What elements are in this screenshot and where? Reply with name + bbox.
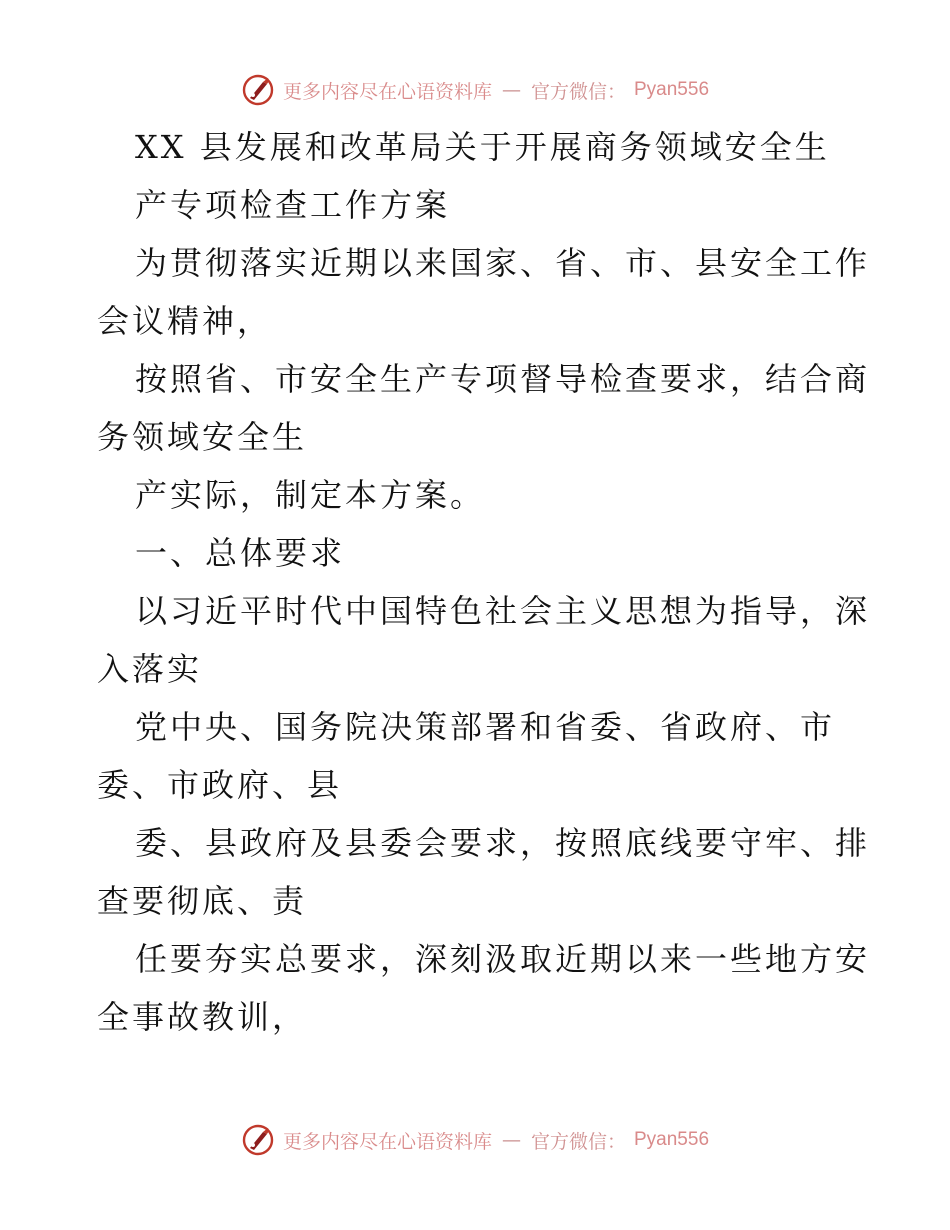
watermark-label: 官方微信：: [530, 1130, 626, 1153]
watermark-banner-top: [0, 70, 950, 110]
doc-line: 查要彻底、责: [97, 882, 308, 920]
doc-line: 全事故教训，: [97, 998, 308, 1036]
doc-line: 以习近平时代中国特色社会主义思想为指导，深: [135, 592, 871, 630]
watermark-separator: —: [501, 79, 521, 101]
watermark-id: Pyan556: [634, 1129, 710, 1150]
doc-line: 务领域安全生: [97, 418, 308, 456]
doc-line: XX 县发展和改革局关于开展商务领域安全生: [135, 128, 830, 166]
doc-line: 产实际，制定本方案。: [135, 476, 486, 514]
quill-logo-icon: [241, 1123, 275, 1157]
doc-line: 产专项检查工作方案: [135, 186, 451, 224]
watermark-label: 官方微信：: [530, 80, 626, 103]
watermark-separator: —: [501, 1129, 521, 1151]
document-body: [97, 118, 871, 1046]
doc-line: 按照省、市安全生产专项督导检查要求，结合商: [135, 360, 871, 398]
watermark-text: 更多内容尽在心语资料库: [282, 80, 492, 103]
watermark-id: Pyan556: [634, 79, 710, 100]
doc-line: 为贯彻落实近期以来国家、省、市、县安全工作: [135, 244, 871, 282]
quill-logo-icon: [241, 73, 275, 107]
doc-line: 党中央、国务院决策部署和省委、省政府、市: [135, 708, 836, 746]
doc-line: 会议精神，: [97, 302, 273, 340]
watermark-text: 更多内容尽在心语资料库: [282, 1130, 492, 1153]
watermark-banner-bottom: [0, 1120, 950, 1160]
doc-line: 委、市政府、县: [97, 766, 343, 804]
doc-line: 任要夯实总要求，深刻汲取近期以来一些地方安: [135, 940, 871, 978]
doc-line: 入落实: [97, 650, 203, 688]
doc-line: 委、县政府及县委会要求，按照底线要守牢、排: [135, 824, 871, 862]
doc-line: 一、总体要求: [135, 534, 346, 572]
